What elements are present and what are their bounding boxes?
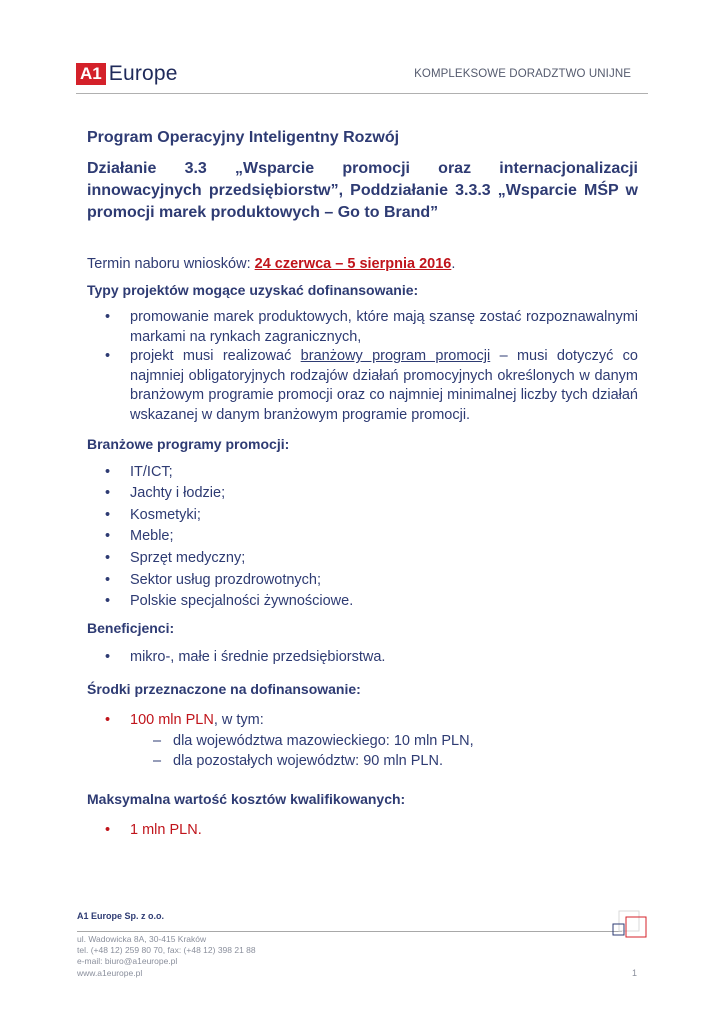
- dash-icon: –: [153, 752, 162, 769]
- deadline-period: .: [451, 256, 456, 272]
- programs-list: [87, 463, 638, 612]
- list-item-text: IT/ICT;: [130, 463, 173, 480]
- list-item: [87, 484, 638, 504]
- footer-phone: tel. (+48 12) 259 80 70, fax: (+48 12) 398 21 88: [77, 945, 256, 956]
- list-item: [87, 347, 638, 425]
- list-item-text: Jachty i łodzie;: [130, 485, 226, 502]
- beneficiaries-heading: Beneficjenci:: [87, 619, 175, 636]
- list-item: [87, 751, 638, 771]
- logo-a1-box: A1: [76, 63, 106, 85]
- bullet-icon: •: [105, 506, 111, 523]
- list-item-text-pre: projekt musi realizować: [130, 348, 301, 365]
- deadline-label: Termin naboru wniosków:: [87, 256, 255, 272]
- list-item: [87, 648, 638, 668]
- list-item-text: Sprzęt medyczny;: [130, 549, 246, 566]
- list-item: [87, 506, 638, 526]
- funding-amount: 100 mln PLN: [130, 712, 214, 729]
- bullet-icon: •: [105, 485, 111, 502]
- bullet-icon: •: [105, 348, 111, 365]
- bullet-icon: •: [105, 821, 111, 838]
- bullet-icon: •: [105, 571, 111, 588]
- footer-website: www.a1europe.pl: [77, 967, 143, 978]
- list-item: [87, 711, 638, 731]
- footer-email: e-mail: biuro@a1europe.pl: [77, 956, 178, 967]
- list-item-text: Kosmetyki;: [130, 506, 201, 523]
- list-item: [87, 308, 638, 347]
- bullet-icon: •: [105, 712, 111, 729]
- footer-address: ul. Wadowicka 8A, 30-415 Kraków: [77, 934, 207, 944]
- promotion-program-link[interactable]: branżowy program promocji: [300, 348, 491, 365]
- funding-list: [87, 711, 638, 731]
- project-types-heading: Typy projektów mogące uzyskać dofinansowanie:: [87, 282, 419, 298]
- bullet-icon: •: [105, 528, 111, 545]
- list-item: [87, 592, 638, 612]
- list-item: [87, 549, 638, 569]
- programs-heading: Branżowe programy promocji:: [87, 435, 290, 452]
- funding-breakdown-list: [87, 731, 638, 771]
- bullet-icon: •: [105, 593, 111, 610]
- list-item: [87, 821, 638, 841]
- list-item: [87, 731, 638, 751]
- application-deadline: [87, 254, 638, 274]
- max-costs-heading: Maksymalna wartość kosztów kwalifikowanych:: [87, 790, 406, 807]
- header-divider: [76, 93, 648, 94]
- list-item: [87, 527, 638, 547]
- list-item-text: Polskie specjalności żywnościowe.: [130, 593, 354, 610]
- list-item-text: Sektor usług prozdrowotnych;: [130, 571, 322, 588]
- list-item-text: mikro-, małe i średnie przedsiębiorstwa.: [130, 648, 386, 665]
- project-types-list: [87, 308, 638, 426]
- list-item-text: promowanie marek produktowych, które mają szansę zostać rozpoznawalnymi markami na rynkach zagranicznych,: [130, 309, 638, 345]
- footer-divider: [77, 931, 622, 932]
- funding-amount-suffix: , w tym:: [213, 712, 264, 729]
- list-item-text: dla województwa mazowieckiego: 10 mln PLN,: [173, 732, 474, 749]
- bullet-icon: •: [105, 648, 111, 665]
- header-tagline: KOMPLEKSOWE DORADZTWO UNIJNE: [414, 68, 631, 80]
- list-item: [87, 571, 638, 591]
- max-costs-value: 1 mln PLN.: [130, 821, 202, 838]
- page-number: 1: [632, 968, 638, 978]
- logo-europe-text: Europe: [108, 62, 178, 85]
- bullet-icon: •: [105, 309, 111, 325]
- list-item-text: Meble;: [130, 528, 174, 545]
- footer-company-name: A1 Europe Sp. z o.o.: [77, 911, 165, 921]
- list-item: [87, 463, 638, 483]
- list-item-text: dla pozostałych województw: 90 mln PLN.: [173, 752, 443, 769]
- footer-logo-squares-icon: [612, 910, 650, 940]
- bullet-icon: •: [105, 463, 111, 480]
- funding-heading: Środki przeznaczone na dofinansowanie:: [87, 681, 361, 698]
- max-costs-list: [87, 821, 638, 841]
- footer-contact: [77, 934, 256, 979]
- beneficiaries-list: [87, 648, 638, 668]
- dash-icon: –: [153, 732, 162, 749]
- document-body: [87, 127, 638, 841]
- measure-title: Działanie 3.3 „Wsparcie promocji oraz internacjonalizacji innowacyjnych przedsiębiorstw”, Poddziałanie 3.3.3 „Wsparcie MŚP w promocji marek produktowych – Go to Brand”: [87, 160, 638, 221]
- list-item-text-post: – musi dotyczyć co najmniej obligatoryjnych rodzajów działań promocyjnych określonych w danym branżowym programie promocji oraz co najmniej minimalnej liczby tych działań wskazanej w danym branżowym programie promocji.: [130, 348, 638, 423]
- program-title: Program Operacyjny Inteligentny Rozwój: [87, 129, 400, 146]
- company-logo: [76, 62, 178, 86]
- bullet-icon: •: [105, 549, 111, 566]
- deadline-date: 24 czerwca – 5 sierpnia 2016: [254, 256, 452, 272]
